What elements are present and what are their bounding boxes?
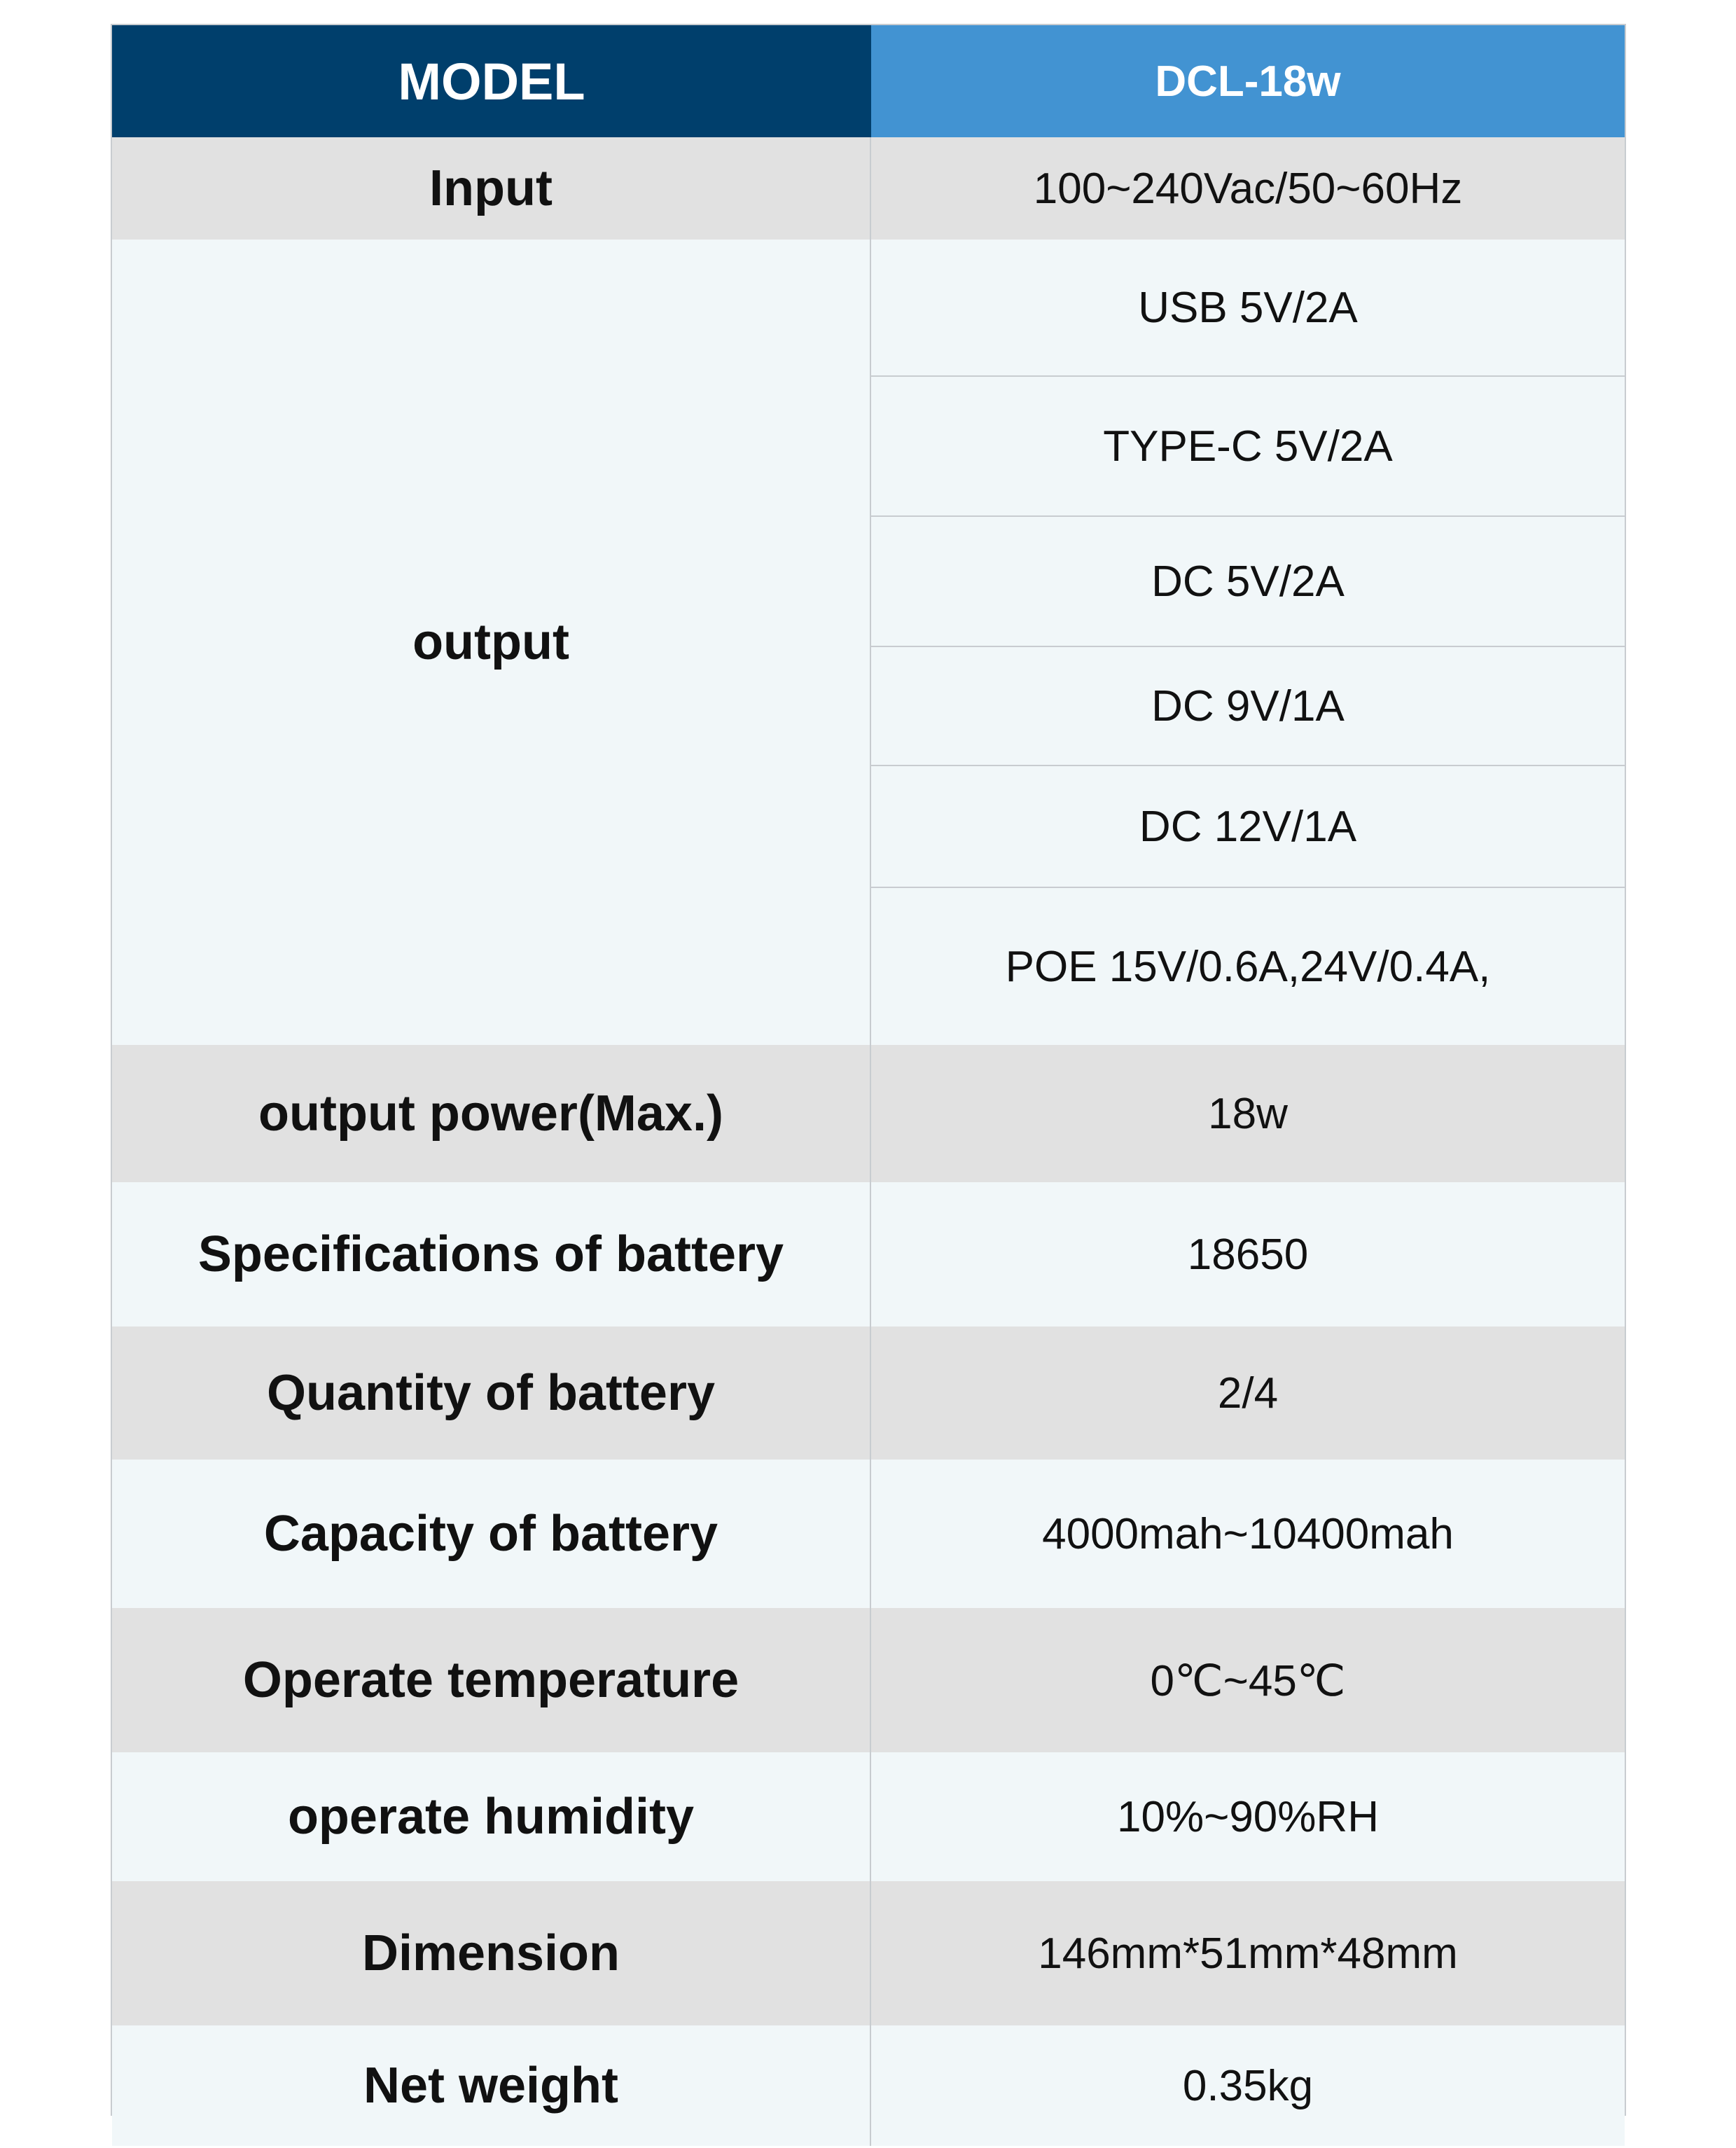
- output-value-dc-12v: DC 12V/1A: [871, 766, 1625, 888]
- row-label-operate-temperature: Operate temperature: [112, 1608, 871, 1752]
- row-value-output-power: 18w: [871, 1045, 1625, 1182]
- row-label-output: output: [112, 240, 871, 1045]
- row-label-operate-humidity: operate humidity: [112, 1752, 871, 1881]
- row-value-net-weight: 0.35kg: [871, 2025, 1625, 2146]
- row-label-input: Input: [112, 137, 871, 240]
- output-value-dc-9v: DC 9V/1A: [871, 647, 1625, 766]
- row-value-operate-temperature: 0℃~45℃: [871, 1608, 1625, 1752]
- output-value-type-c: TYPE-C 5V/2A: [871, 377, 1625, 517]
- output-values-list: [871, 240, 1625, 1045]
- row-value-input: 100~240Vac/50~60Hz: [871, 137, 1625, 240]
- row-value-dimension: 146mm*51mm*48mm: [871, 1881, 1625, 2025]
- row-label-battery-capacity: Capacity of battery: [112, 1460, 871, 1608]
- output-value-dc-5v: DC 5V/2A: [871, 517, 1625, 647]
- row-value-battery-capacity: 4000mah~10400mah: [871, 1460, 1625, 1608]
- output-value-poe: POE 15V/0.6A,24V/0.4A,: [1005, 942, 1491, 991]
- row-label-output-power: output power(Max.): [112, 1045, 871, 1182]
- header-model-value: DCL-18w: [871, 25, 1625, 137]
- row-value-battery-quantity: 2/4: [871, 1326, 1625, 1460]
- spec-table: [111, 24, 1626, 2116]
- output-value-usb: USB 5V/2A: [871, 240, 1625, 377]
- row-label-net-weight: Net weight: [112, 2025, 871, 2146]
- row-value-battery-spec: 18650: [871, 1182, 1625, 1326]
- row-value-operate-humidity: 10%~90%RH: [871, 1752, 1625, 1881]
- row-label-battery-spec: Specifications of battery: [112, 1182, 871, 1326]
- row-label-dimension: Dimension: [112, 1881, 871, 2025]
- header-model-label: MODEL: [112, 25, 871, 137]
- row-label-battery-quantity: Quantity of battery: [112, 1326, 871, 1460]
